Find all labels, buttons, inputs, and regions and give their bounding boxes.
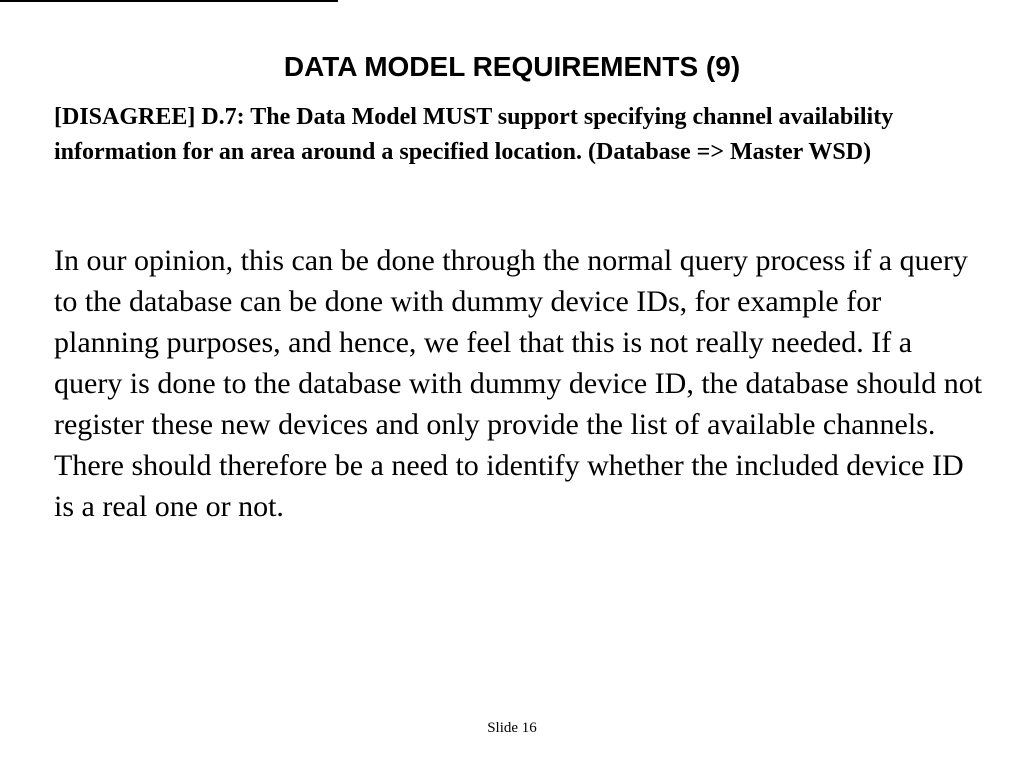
requirement-text: [DISAGREE] D.7: The Data Model MUST support specifying channel availability information for an area around a specified location. (Database => Master WSD) xyxy=(54,104,894,165)
opinion-paragraph: In our opinion, this can be done through the normal query process if a query to the database can be done with dummy device IDs, for example for planning purposes, and hence, we feel that this is not really needed. If a query is done to the database with dummy device ID, the database should not register these new devices and only provide the list of available channels. There should therefore be a need to identify whether the included device ID is a real one or not. xyxy=(54,244,983,523)
slide-number: Slide 16 xyxy=(487,720,537,736)
slide-title: DATA MODEL REQUIREMENTS (9) xyxy=(283,51,741,82)
top-rule xyxy=(0,0,338,2)
